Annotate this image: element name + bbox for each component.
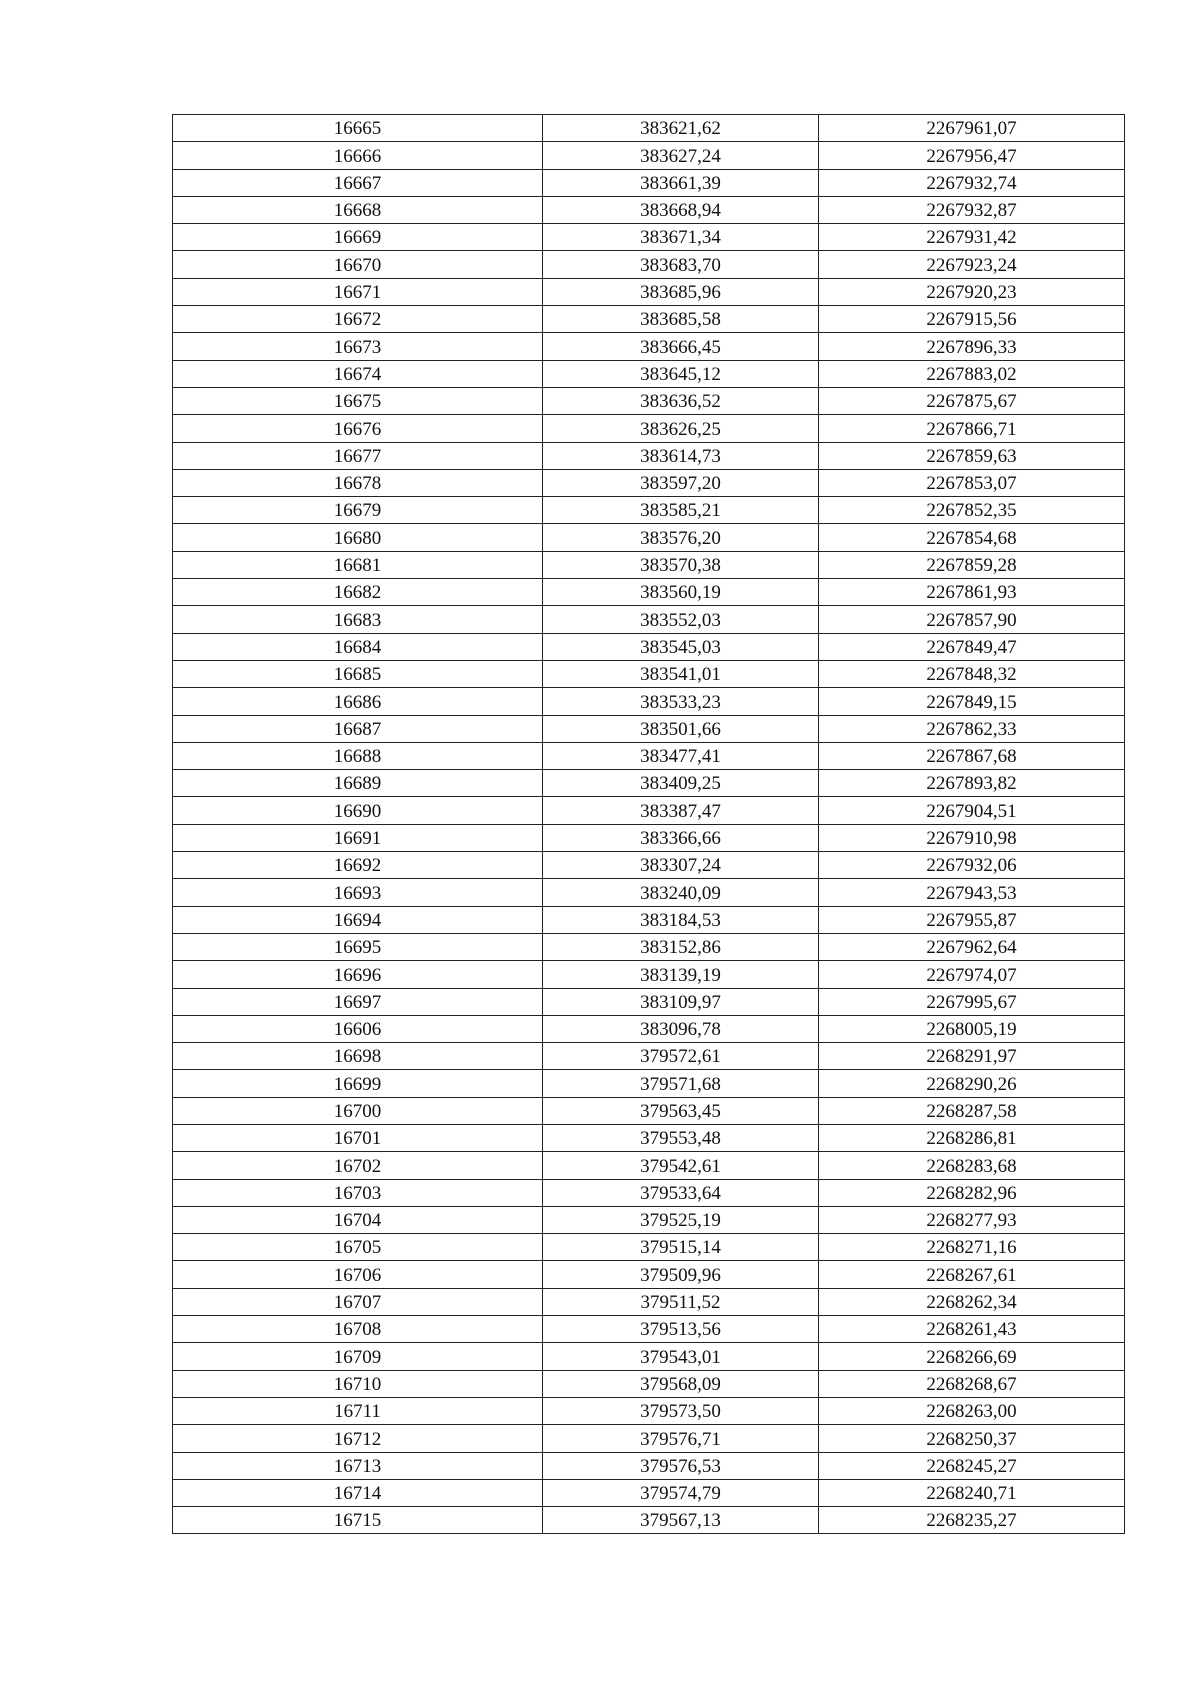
x-coordinate-cell: 379571,68: [543, 1070, 819, 1097]
y-coordinate-cell: 2267920,23: [819, 278, 1125, 305]
table-row: [173, 715, 1125, 742]
table-row: [173, 1234, 1125, 1261]
x-coordinate-cell: 383096,78: [543, 1015, 819, 1042]
table-row: [173, 224, 1125, 251]
y-coordinate-cell: 2268261,43: [819, 1316, 1125, 1343]
y-coordinate-cell: 2267932,74: [819, 169, 1125, 196]
y-coordinate-cell: 2267932,87: [819, 196, 1125, 223]
point-number-cell: 16684: [173, 633, 543, 660]
point-number-cell: 16702: [173, 1152, 543, 1179]
y-coordinate-cell: 2268250,37: [819, 1425, 1125, 1452]
x-coordinate-cell: 379525,19: [543, 1206, 819, 1233]
x-coordinate-cell: 383668,94: [543, 196, 819, 223]
y-coordinate-cell: 2267932,06: [819, 852, 1125, 879]
table-row: [173, 415, 1125, 442]
x-coordinate-cell: 383661,39: [543, 169, 819, 196]
point-number-cell: 16699: [173, 1070, 543, 1097]
y-coordinate-cell: 2267862,33: [819, 715, 1125, 742]
x-coordinate-cell: 379509,96: [543, 1261, 819, 1288]
y-coordinate-cell: 2267867,68: [819, 742, 1125, 769]
point-number-cell: 16705: [173, 1234, 543, 1261]
table-row: [173, 1152, 1125, 1179]
y-coordinate-cell: 2268235,27: [819, 1507, 1125, 1534]
point-number-cell: 16713: [173, 1452, 543, 1479]
point-number-cell: 16707: [173, 1288, 543, 1315]
table-row: [173, 633, 1125, 660]
y-coordinate-cell: 2267995,67: [819, 988, 1125, 1015]
coordinates-table: [172, 114, 1125, 1534]
x-coordinate-cell: 383636,52: [543, 387, 819, 414]
y-coordinate-cell: 2268240,71: [819, 1479, 1125, 1506]
point-number-cell: 16691: [173, 824, 543, 851]
table-row: [173, 1124, 1125, 1151]
point-number-cell: 16698: [173, 1043, 543, 1070]
y-coordinate-cell: 2268277,93: [819, 1206, 1125, 1233]
point-number-cell: 16693: [173, 879, 543, 906]
point-number-cell: 16666: [173, 142, 543, 169]
table-row: [173, 1397, 1125, 1424]
table-row: [173, 988, 1125, 1015]
x-coordinate-cell: 379542,61: [543, 1152, 819, 1179]
point-number-cell: 16674: [173, 360, 543, 387]
y-coordinate-cell: 2267943,53: [819, 879, 1125, 906]
point-number-cell: 16703: [173, 1179, 543, 1206]
point-number-cell: 16688: [173, 742, 543, 769]
x-coordinate-cell: 383576,20: [543, 524, 819, 551]
x-coordinate-cell: 383387,47: [543, 797, 819, 824]
point-number-cell: 16686: [173, 688, 543, 715]
y-coordinate-cell: 2268271,16: [819, 1234, 1125, 1261]
y-coordinate-cell: 2267861,93: [819, 579, 1125, 606]
point-number-cell: 16673: [173, 333, 543, 360]
x-coordinate-cell: 383501,66: [543, 715, 819, 742]
point-number-cell: 16694: [173, 906, 543, 933]
y-coordinate-cell: 2267931,42: [819, 224, 1125, 251]
y-coordinate-cell: 2267852,35: [819, 497, 1125, 524]
table-row: [173, 1507, 1125, 1534]
point-number-cell: 16695: [173, 933, 543, 960]
table-row: [173, 824, 1125, 851]
point-number-cell: 16706: [173, 1261, 543, 1288]
point-number-cell: 16667: [173, 169, 543, 196]
x-coordinate-cell: 383585,21: [543, 497, 819, 524]
y-coordinate-cell: 2267923,24: [819, 251, 1125, 278]
point-number-cell: 16714: [173, 1479, 543, 1506]
table-row: [173, 1316, 1125, 1343]
x-coordinate-cell: 383139,19: [543, 961, 819, 988]
x-coordinate-cell: 383152,86: [543, 933, 819, 960]
point-number-cell: 16681: [173, 551, 543, 578]
point-number-cell: 16690: [173, 797, 543, 824]
x-coordinate-cell: 379568,09: [543, 1370, 819, 1397]
x-coordinate-cell: 383240,09: [543, 879, 819, 906]
point-number-cell: 16683: [173, 606, 543, 633]
y-coordinate-cell: 2268005,19: [819, 1015, 1125, 1042]
y-coordinate-cell: 2268245,27: [819, 1452, 1125, 1479]
y-coordinate-cell: 2267956,47: [819, 142, 1125, 169]
table-row: [173, 579, 1125, 606]
table-row: [173, 469, 1125, 496]
x-coordinate-cell: 379572,61: [543, 1043, 819, 1070]
table-row: [173, 1097, 1125, 1124]
y-coordinate-cell: 2268262,34: [819, 1288, 1125, 1315]
point-number-cell: 16668: [173, 196, 543, 223]
point-number-cell: 16696: [173, 961, 543, 988]
table-row: [173, 852, 1125, 879]
table-row: [173, 1343, 1125, 1370]
table-row: [173, 742, 1125, 769]
point-number-cell: 16665: [173, 115, 543, 142]
point-number-cell: 16712: [173, 1425, 543, 1452]
point-number-cell: 16685: [173, 660, 543, 687]
table-row: [173, 770, 1125, 797]
table-row: [173, 196, 1125, 223]
y-coordinate-cell: 2268282,96: [819, 1179, 1125, 1206]
point-number-cell: 16715: [173, 1507, 543, 1534]
x-coordinate-cell: 379567,13: [543, 1507, 819, 1534]
point-number-cell: 16606: [173, 1015, 543, 1042]
coordinates-table-body: [173, 115, 1125, 1534]
table-row: [173, 251, 1125, 278]
table-row: [173, 1179, 1125, 1206]
x-coordinate-cell: 383307,24: [543, 852, 819, 879]
table-row: [173, 1479, 1125, 1506]
x-coordinate-cell: 379576,53: [543, 1452, 819, 1479]
point-number-cell: 16711: [173, 1397, 543, 1424]
x-coordinate-cell: 383597,20: [543, 469, 819, 496]
table-row: [173, 497, 1125, 524]
y-coordinate-cell: 2267859,63: [819, 442, 1125, 469]
point-number-cell: 16671: [173, 278, 543, 305]
y-coordinate-cell: 2267962,64: [819, 933, 1125, 960]
table-row: [173, 879, 1125, 906]
table-row: [173, 1070, 1125, 1097]
y-coordinate-cell: 2267854,68: [819, 524, 1125, 551]
y-coordinate-cell: 2268263,00: [819, 1397, 1125, 1424]
y-coordinate-cell: 2268268,67: [819, 1370, 1125, 1397]
point-number-cell: 16670: [173, 251, 543, 278]
x-coordinate-cell: 379543,01: [543, 1343, 819, 1370]
point-number-cell: 16701: [173, 1124, 543, 1151]
y-coordinate-cell: 2267955,87: [819, 906, 1125, 933]
point-number-cell: 16689: [173, 770, 543, 797]
x-coordinate-cell: 383533,23: [543, 688, 819, 715]
y-coordinate-cell: 2267893,82: [819, 770, 1125, 797]
table-row: [173, 524, 1125, 551]
y-coordinate-cell: 2268287,58: [819, 1097, 1125, 1124]
x-coordinate-cell: 383645,12: [543, 360, 819, 387]
table-row: [173, 660, 1125, 687]
table-row: [173, 1288, 1125, 1315]
y-coordinate-cell: 2268291,97: [819, 1043, 1125, 1070]
x-coordinate-cell: 379515,14: [543, 1234, 819, 1261]
x-coordinate-cell: 383552,03: [543, 606, 819, 633]
table-row: [173, 797, 1125, 824]
y-coordinate-cell: 2267883,02: [819, 360, 1125, 387]
point-number-cell: 16679: [173, 497, 543, 524]
table-row: [173, 360, 1125, 387]
x-coordinate-cell: 383184,53: [543, 906, 819, 933]
point-number-cell: 16675: [173, 387, 543, 414]
table-row: [173, 1043, 1125, 1070]
y-coordinate-cell: 2267849,47: [819, 633, 1125, 660]
y-coordinate-cell: 2268286,81: [819, 1124, 1125, 1151]
point-number-cell: 16687: [173, 715, 543, 742]
x-coordinate-cell: 383570,38: [543, 551, 819, 578]
x-coordinate-cell: 383685,96: [543, 278, 819, 305]
x-coordinate-cell: 383545,03: [543, 633, 819, 660]
table-row: [173, 606, 1125, 633]
x-coordinate-cell: 379573,50: [543, 1397, 819, 1424]
x-coordinate-cell: 383621,62: [543, 115, 819, 142]
point-number-cell: 16672: [173, 306, 543, 333]
x-coordinate-cell: 383683,70: [543, 251, 819, 278]
y-coordinate-cell: 2267961,07: [819, 115, 1125, 142]
table-row: [173, 906, 1125, 933]
table-row: [173, 115, 1125, 142]
table-row: [173, 1370, 1125, 1397]
y-coordinate-cell: 2268267,61: [819, 1261, 1125, 1288]
table-row: [173, 1425, 1125, 1452]
x-coordinate-cell: 383614,73: [543, 442, 819, 469]
y-coordinate-cell: 2268283,68: [819, 1152, 1125, 1179]
table-row: [173, 387, 1125, 414]
x-coordinate-cell: 379533,64: [543, 1179, 819, 1206]
y-coordinate-cell: 2267859,28: [819, 551, 1125, 578]
table-row: [173, 142, 1125, 169]
point-number-cell: 16676: [173, 415, 543, 442]
point-number-cell: 16680: [173, 524, 543, 551]
table-row: [173, 688, 1125, 715]
table-row: [173, 442, 1125, 469]
point-number-cell: 16700: [173, 1097, 543, 1124]
y-coordinate-cell: 2267904,51: [819, 797, 1125, 824]
table-row: [173, 961, 1125, 988]
x-coordinate-cell: 379553,48: [543, 1124, 819, 1151]
table-row: [173, 278, 1125, 305]
table-row: [173, 1261, 1125, 1288]
x-coordinate-cell: 383541,01: [543, 660, 819, 687]
y-coordinate-cell: 2267915,56: [819, 306, 1125, 333]
table-row: [173, 1206, 1125, 1233]
x-coordinate-cell: 383109,97: [543, 988, 819, 1015]
point-number-cell: 16677: [173, 442, 543, 469]
point-number-cell: 16697: [173, 988, 543, 1015]
y-coordinate-cell: 2267974,07: [819, 961, 1125, 988]
x-coordinate-cell: 383409,25: [543, 770, 819, 797]
x-coordinate-cell: 383560,19: [543, 579, 819, 606]
table-row: [173, 551, 1125, 578]
x-coordinate-cell: 383366,66: [543, 824, 819, 851]
x-coordinate-cell: 379563,45: [543, 1097, 819, 1124]
table-row: [173, 933, 1125, 960]
point-number-cell: 16692: [173, 852, 543, 879]
x-coordinate-cell: 383685,58: [543, 306, 819, 333]
y-coordinate-cell: 2267849,15: [819, 688, 1125, 715]
table-row: [173, 1015, 1125, 1042]
x-coordinate-cell: 379511,52: [543, 1288, 819, 1315]
x-coordinate-cell: 379574,79: [543, 1479, 819, 1506]
x-coordinate-cell: 379513,56: [543, 1316, 819, 1343]
x-coordinate-cell: 383626,25: [543, 415, 819, 442]
y-coordinate-cell: 2268266,69: [819, 1343, 1125, 1370]
x-coordinate-cell: 383477,41: [543, 742, 819, 769]
x-coordinate-cell: 383627,24: [543, 142, 819, 169]
point-number-cell: 16708: [173, 1316, 543, 1343]
point-number-cell: 16682: [173, 579, 543, 606]
table-row: [173, 333, 1125, 360]
y-coordinate-cell: 2267857,90: [819, 606, 1125, 633]
y-coordinate-cell: 2267896,33: [819, 333, 1125, 360]
table-row: [173, 306, 1125, 333]
x-coordinate-cell: 383671,34: [543, 224, 819, 251]
x-coordinate-cell: 383666,45: [543, 333, 819, 360]
y-coordinate-cell: 2267875,67: [819, 387, 1125, 414]
point-number-cell: 16709: [173, 1343, 543, 1370]
y-coordinate-cell: 2268290,26: [819, 1070, 1125, 1097]
y-coordinate-cell: 2267848,32: [819, 660, 1125, 687]
point-number-cell: 16704: [173, 1206, 543, 1233]
y-coordinate-cell: 2267866,71: [819, 415, 1125, 442]
point-number-cell: 16710: [173, 1370, 543, 1397]
y-coordinate-cell: 2267910,98: [819, 824, 1125, 851]
table-row: [173, 1452, 1125, 1479]
y-coordinate-cell: 2267853,07: [819, 469, 1125, 496]
point-number-cell: 16669: [173, 224, 543, 251]
point-number-cell: 16678: [173, 469, 543, 496]
table-row: [173, 169, 1125, 196]
x-coordinate-cell: 379576,71: [543, 1425, 819, 1452]
